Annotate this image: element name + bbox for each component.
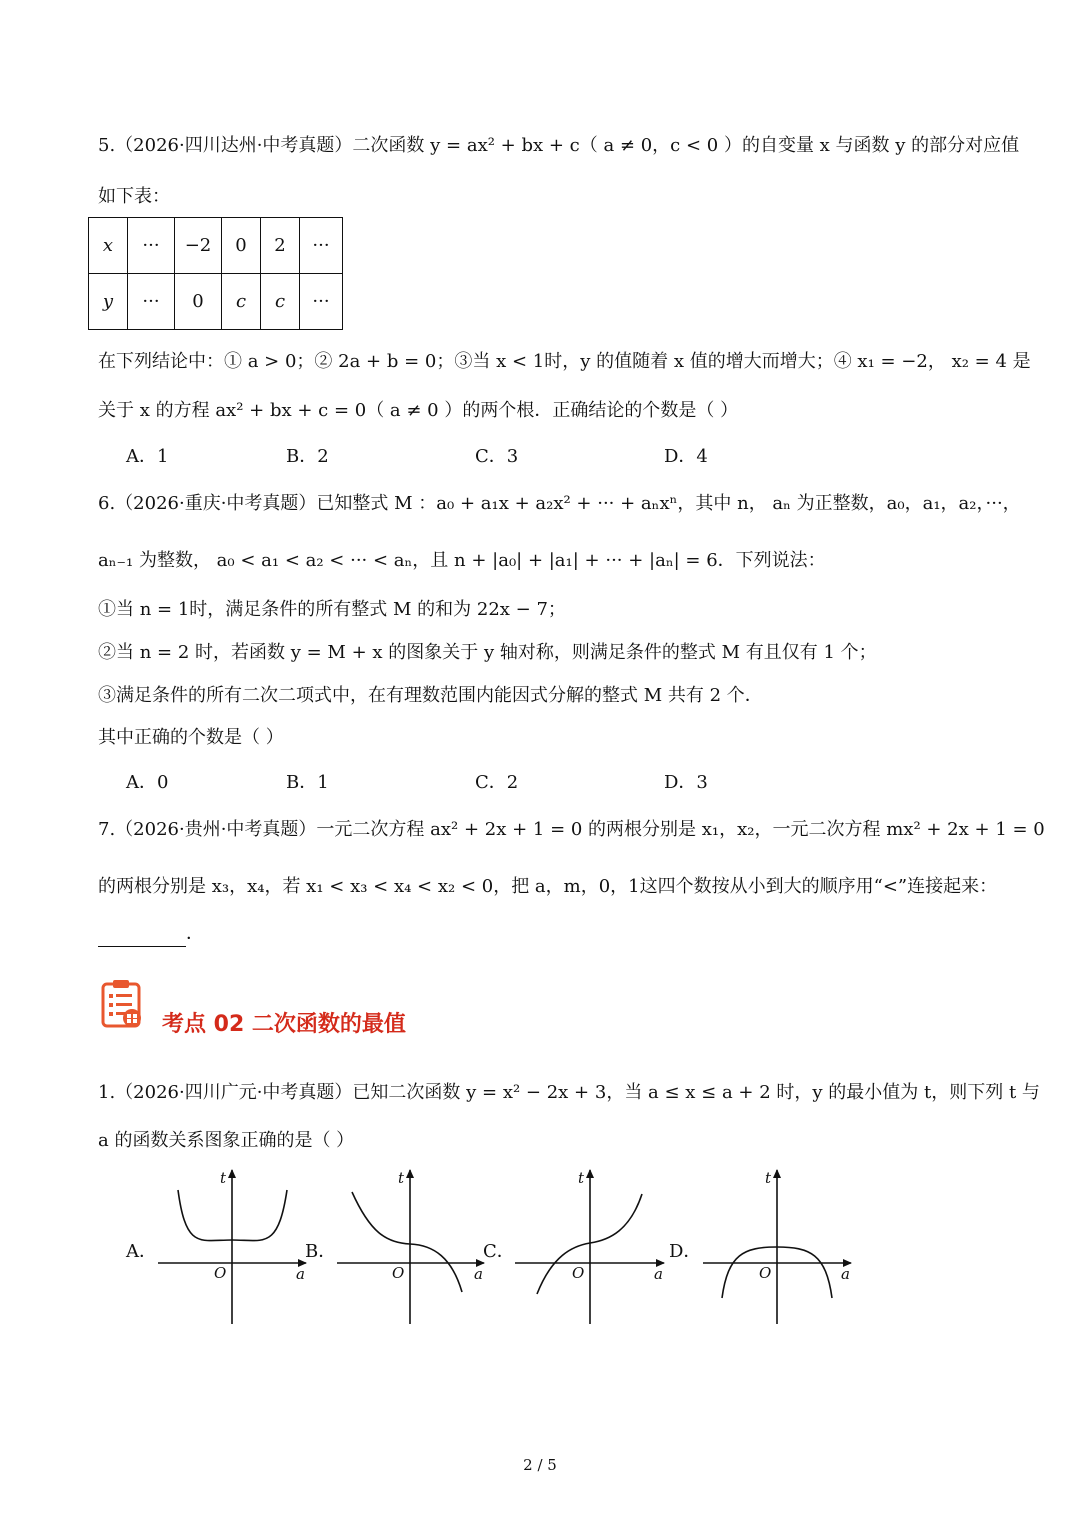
graph-d-t-label: t [765, 1169, 772, 1187]
q6-line6: 其中正确的个数是（ ） [98, 727, 284, 748]
table-cell: −2 [175, 218, 222, 274]
option-b: B．2 [286, 446, 329, 467]
graph-a-t-label: t [220, 1169, 227, 1187]
q1-line1: 1.（2026·四川广元·中考真题）已知二次函数 y = x² − 2x + 3，当 a ≤ x ≤ a + 2 时，y 的最小值为 t，则下列 t 与 [98, 1082, 1040, 1103]
section-title: 考点 02 二次函数的最值 [162, 1012, 406, 1037]
q7-line2: 的两根分别是 x₃，x₄，若 x₁ < x₃ < x₄ < x₂ < 0，把 a，m，0，1这四个数按从小到大的顺序用“<”连接起来： [98, 876, 998, 897]
page-number: 2 / 5 [523, 1456, 557, 1474]
table-cell: ··· [128, 274, 175, 330]
option-a: A．1 [126, 446, 169, 467]
q5-line3: 在下列结论中：① a > 0；② 2a + b = 0；③当 x < 1时，y 的值随着 x 值的增大而增大；④ x₁ = −2， x₂ = 4 是 [98, 351, 1031, 372]
option-a: A．0 [126, 772, 169, 793]
graph-a-a-label: a [296, 1265, 305, 1283]
graph-d-label: D． [669, 1241, 702, 1262]
graph-b-t-label: t [398, 1169, 405, 1187]
table-cell: ··· [128, 218, 175, 274]
table-cell: 0 [175, 274, 222, 330]
q6-line5: ③满足条件的所有二次二项式中，在有理数范围内能因式分解的整式 M 共有 2 个． [98, 685, 763, 706]
graph-c-label: C． [483, 1241, 515, 1262]
q1-line2: a 的函数关系图象正确的是（ ） [98, 1130, 355, 1151]
graph-b-origin-label: O [392, 1264, 405, 1282]
table-cell: ··· [300, 218, 343, 274]
graph-a-origin-label: O [214, 1264, 227, 1282]
graph-c-a-label: a [654, 1265, 663, 1283]
graph-c-origin-label: O [572, 1264, 585, 1282]
graph-b-curve [352, 1192, 462, 1292]
option-b: B．1 [286, 772, 329, 793]
table-cell: 2 [261, 218, 300, 274]
q5-line1: 5.（2026·四川达州·中考真题）二次函数 y = ax² + bx + c（ a ≠ 0，c < 0 ）的自变量 x 与函数 y 的部分对应值 [98, 135, 1020, 156]
q7-line1: 7.（2026·贵州·中考真题）一元二次方程 ax² + 2x + 1 = 0 的两根分别是 x₁，x₂，一元二次方程 mx² + 2x + 1 = 0 [98, 819, 1045, 840]
table-cell: y [89, 274, 128, 330]
option-d: D．4 [664, 446, 708, 467]
table-cell: ··· [300, 274, 343, 330]
table-cell: 0 [222, 218, 261, 274]
q6-line1: 6.（2026·重庆·中考真题）已知整式 M ：a₀ + a₁x + a₂x² + ··· + aₙxⁿ，其中 n， aₙ 为正整数，a₀，a₁，a₂，···， [98, 493, 1021, 514]
q7-period: ． [186, 923, 204, 944]
option-d: D．3 [664, 772, 708, 793]
graph-c-t-label: t [578, 1169, 585, 1187]
option-c: C．2 [475, 772, 519, 793]
graph-a [158, 1170, 306, 1324]
q6-line2: aₙ₋₁ 为整数， a₀ < a₁ < a₂ < ··· < aₙ，且 n + |a₀| + |a₁| + ··· + |aₙ| = 6．下列说法： [98, 550, 826, 571]
table-cell: c [261, 274, 300, 330]
q6-line3: ①当 n = 1时，满足条件的所有整式 M 的和为 22x − 7； [98, 599, 566, 620]
graph-b [337, 1170, 484, 1324]
graph-d [703, 1170, 851, 1324]
option-c: C．3 [475, 446, 519, 467]
q5-line4: 关于 x 的方程 ax² + bx + c = 0（ a ≠ 0 ）的两个根．正确结论的个数是（ ） [98, 400, 739, 421]
graph-c [515, 1170, 664, 1324]
graph-d-origin-label: O [759, 1264, 772, 1282]
graph-d-a-label: a [841, 1265, 850, 1283]
graph-b-a-label: a [474, 1265, 483, 1283]
q5-line2: 如下表： [98, 186, 170, 207]
graph-a-label: A． [126, 1241, 157, 1262]
q6-line4: ②当 n = 2 时，若函数 y = M + x 的图象关于 y 轴对称，则满足条件的整式 M 有且仅有 1 个； [98, 642, 877, 663]
graph-b-label: B． [305, 1241, 337, 1262]
table-cell: c [222, 274, 261, 330]
table-cell: x [89, 218, 128, 274]
